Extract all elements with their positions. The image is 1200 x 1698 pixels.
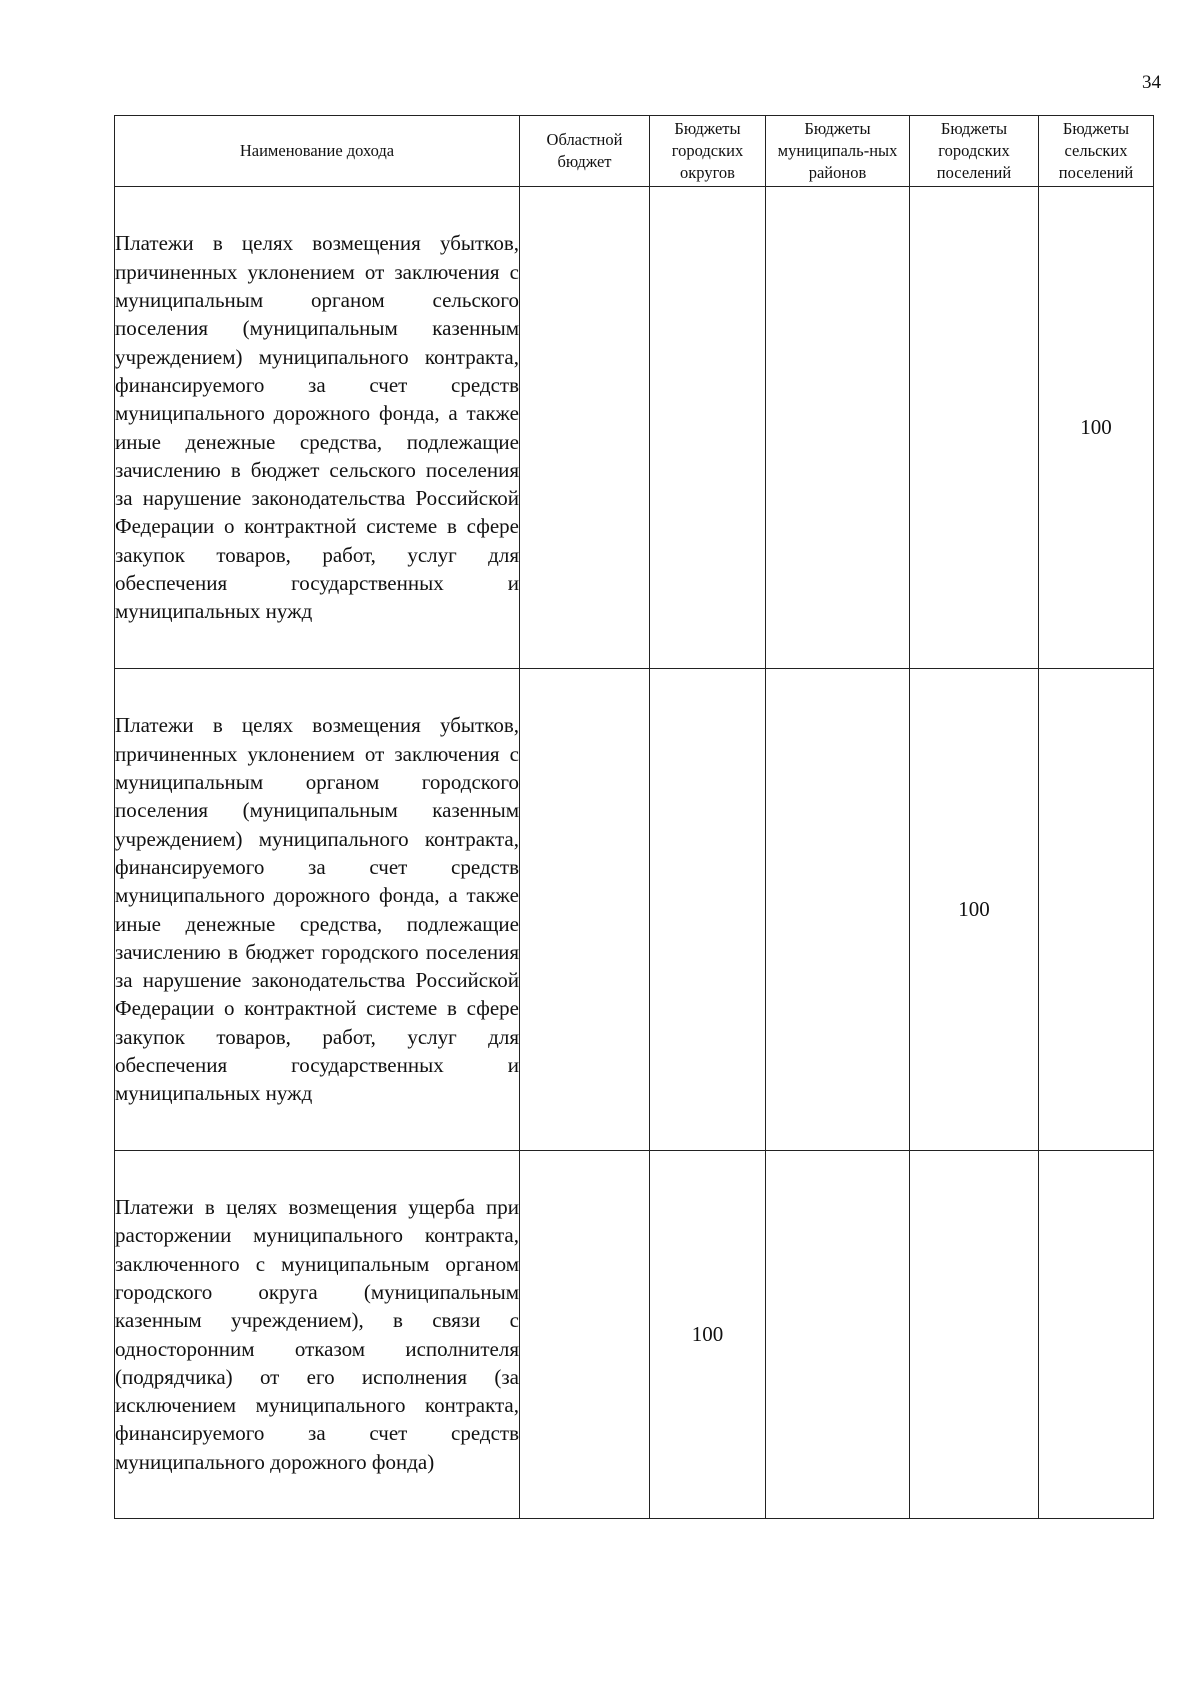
rural-settlements-cell [1039,669,1154,1151]
rural-settlements-cell: 100 [1039,187,1154,669]
header-municipal-districts-budgets: Бюджеты муниципаль-ных районов [766,116,910,187]
regional-budget-cell [520,669,650,1151]
rural-settlements-cell [1039,1151,1154,1519]
city-districts-cell [650,187,766,669]
table-row [115,187,1154,669]
urban-settlements-cell [910,1151,1039,1519]
municipal-districts-cell [766,187,910,669]
regional-budget-cell [520,187,650,669]
header-city-districts-budgets: Бюджеты городских округов [650,116,766,187]
page-number: 34 [1142,72,1161,93]
header-rural-settlements-budgets: Бюджеты сельских поселений [1039,116,1154,187]
urban-settlements-cell: 100 [910,669,1039,1151]
revenue-name-cell: Платежи в целях возмещения убытков, причиненных уклонением от заключения с муниципальным органом сельского поселения (муниципальным казенным учреждением) муниципального контракта, финансируемого за счет средств муниципального дорожного фонда, а также иные денежные средства, подлежащие зачислению в бюджет сельского поселения за нарушение законодательства Российской Федерации о контрактной системе в сфере закупок товаров, работ, услуг для обеспечения государственных и муниципальных нужд [115,187,520,669]
municipal-districts-cell [766,1151,910,1519]
table-row [115,669,1154,1151]
municipal-districts-cell [766,669,910,1151]
table-row [115,1151,1154,1519]
header-urban-settlements-budgets: Бюджеты городских поселений [910,116,1039,187]
table-header-row [115,116,1154,187]
city-districts-cell: 100 [650,1151,766,1519]
revenue-name-cell: Платежи в целях возмещения ущерба при расторжении муниципального контракта, заключенного с муниципальным органом городского округа (муниципальным казенным учреждением), в связи с односторонним отказом исполнителя (подрядчика) от его исполнения (за исключением муниципального контракта, финансируемого за счет средств муниципального дорожного фонда) [115,1151,520,1519]
regional-budget-cell [520,1151,650,1519]
urban-settlements-cell [910,187,1039,669]
revenue-distribution-table [114,115,1154,1519]
city-districts-cell [650,669,766,1151]
header-revenue-name: Наименование дохода [115,116,520,187]
header-regional-budget: Областной бюджет [520,116,650,187]
revenue-name-cell: Платежи в целях возмещения убытков, причиненных уклонением от заключения с муниципальным органом городского поселения (муниципальным казенным учреждением) муниципального контракта, финансируемого за счет средств муниципального дорожного фонда, а также иные денежные средства, подлежащие зачислению в бюджет городского поселения за нарушение законодательства Российской Федерации о контрактной системе в сфере закупок товаров, работ, услуг для обеспечения государственных и муниципальных нужд [115,669,520,1151]
